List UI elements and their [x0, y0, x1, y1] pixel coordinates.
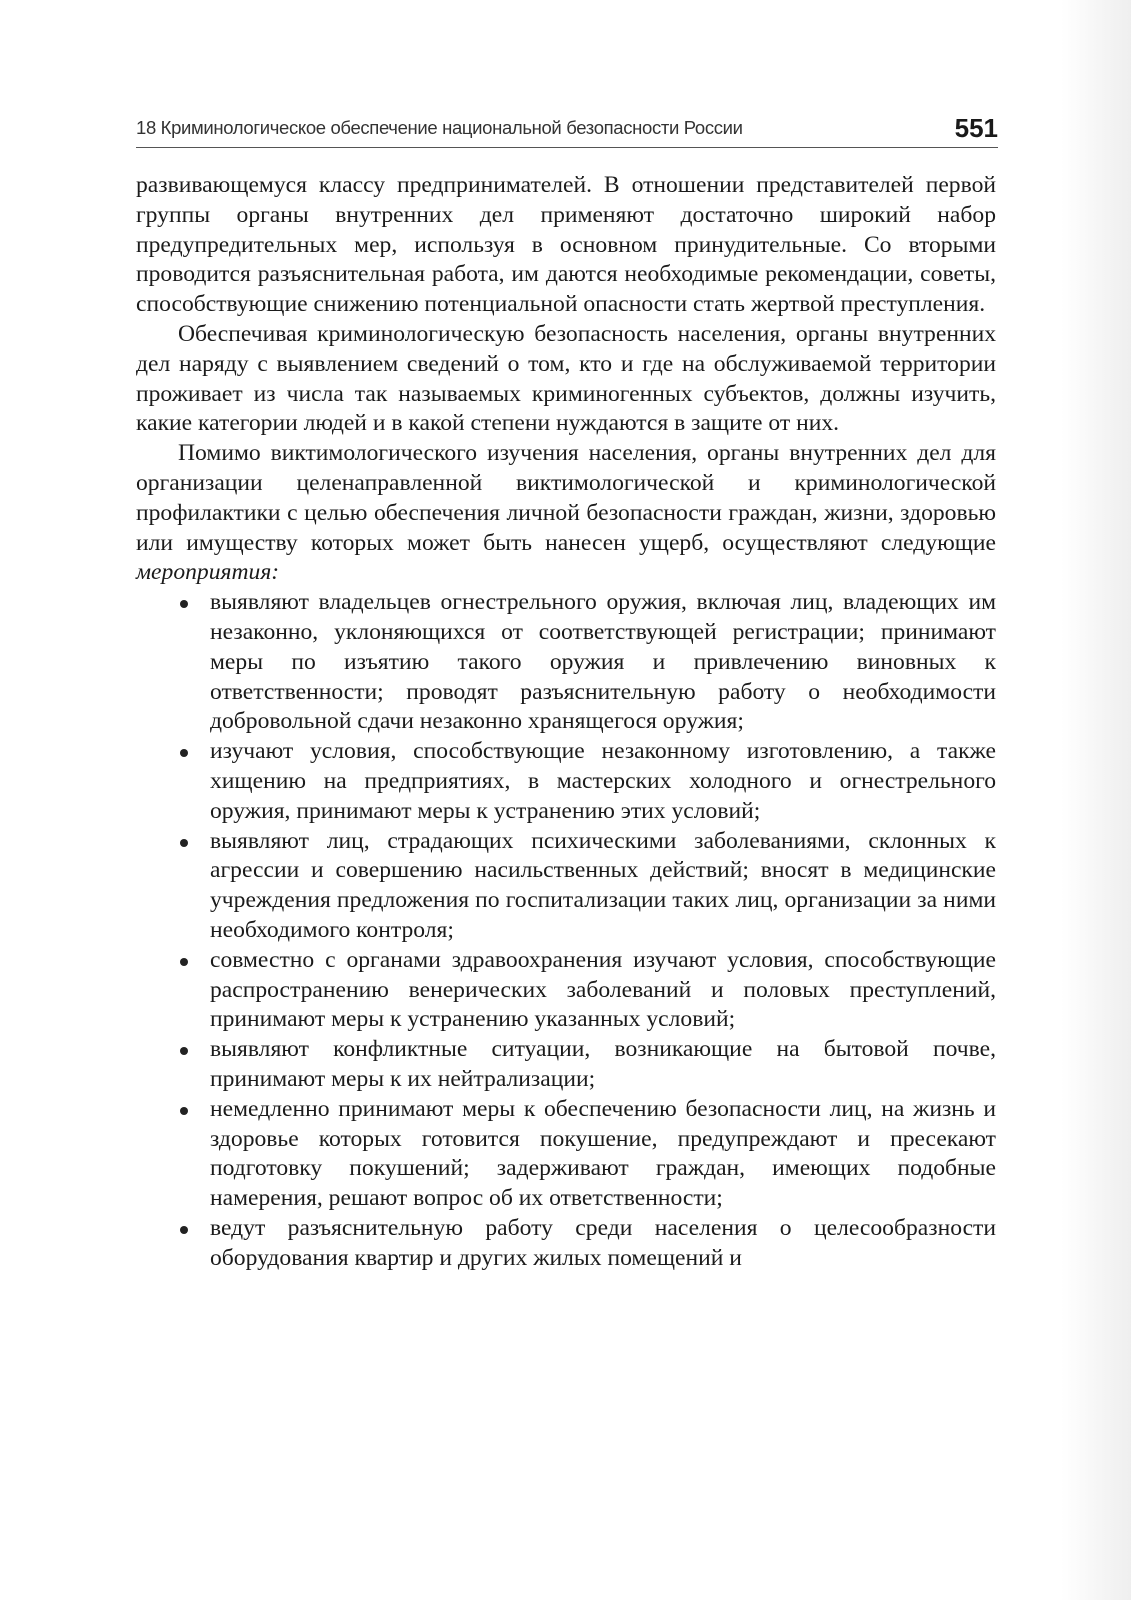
- list-item-text: выявляют лиц, страдающих психическими заболеваниями, склонных к агрессии и совершению насильственных действий; вносят в медицинские учреждения предложения по госпитализации таких лиц, организации за ними необходимого контроля;: [210, 827, 996, 943]
- page-body: [136, 171, 996, 1273]
- paragraph-list-intro: [136, 439, 996, 588]
- running-header-title: 18 Криминологическое обеспечение национальной безопасности России: [136, 117, 743, 138]
- list-item-text: совместно с органами здравоохранения изучают условия, способствующие распространению венерических заболеваний и половых преступлений, принимают меры к устранению указанных условий;: [210, 946, 996, 1033]
- paragraph-continued: развивающемуся классу предпринимателей. В отношении представителей первой группы органы внутренних дел применяют достаточно широкий набор предупредительных мер, используя в основном принудительные. Со вторыми проводится разъяснительная работа, им даются необходимые рекомендации, советы, способствующие снижению потенциальной опасности стать жертвой преступления.: [136, 172, 996, 318]
- list-item: [136, 827, 996, 946]
- list-item: [136, 1035, 996, 1095]
- paragraph: Обеспечивая криминологическую безопасность населения, органы внутренних дел наряду с выявлением сведений о том, кто и где на обслуживаемой территории проживает из числа так называемых криминогенных субъектов, должны изучить, какие категории людей и в какой степени нуждаются в защите от них.: [136, 320, 996, 437]
- list-item: [136, 1095, 996, 1214]
- page-edge-shadow: [1061, 0, 1131, 1600]
- bullet-icon: [180, 1047, 188, 1055]
- list-intro-emphasis: мероприятия:: [136, 559, 280, 586]
- bullet-icon: [180, 600, 188, 608]
- list-item-text: выявляют владельцев огнестрельного оружия, включая лиц, владеющих им незаконно, уклоняющихся от соответствующей регистрации; принимают меры по изъятию такого оружия и привлечению виновных к ответственности; проводят разъяснительную работу о необходимости добровольной сдачи незаконно хранящегося оружия;: [210, 589, 996, 735]
- list-item-text: ведут разъяснительную работу среди населения о целесообразности оборудования квартир и других жилых помещений и: [210, 1214, 996, 1271]
- bullet-icon: [180, 839, 188, 847]
- bullet-icon: [180, 749, 188, 757]
- list-item: [136, 737, 996, 826]
- list-item: [136, 588, 996, 737]
- measures-list: [136, 588, 996, 1273]
- list-item-text: изучают условия, способствующие незаконному изготовлению, а также хищению на предприятиях, в мастерских холодного и огнестрельного оружия, принимают меры к устранению этих условий;: [210, 738, 996, 824]
- list-item: [136, 1214, 996, 1274]
- list-item-text: выявляют конфликтные ситуации, возникающие на бытовой почве, принимают меры к их нейтрализации;: [210, 1036, 996, 1092]
- running-header: [136, 113, 998, 148]
- bullet-icon: [180, 1107, 188, 1115]
- page-number: 551: [954, 113, 998, 143]
- bullet-icon: [180, 1226, 188, 1234]
- bullet-icon: [180, 958, 188, 966]
- list-item: [136, 946, 996, 1035]
- list-item-text: немедленно принимают меры к обеспечению безопасности лиц, на жизнь и здоровье которых готовится покушение, предупреждают и пресекают подготовку покушений; задерживают граждан, имеющих подобные намерения, решают вопрос об их ответственности;: [210, 1095, 996, 1212]
- list-intro-text: Помимо виктимологического изучения населения, органы внутренних дел для организации целенаправленной виктимологической и криминологической профилактики с целью обеспечения личной безопасности граждан, жизни, здоровью или имуществу которых может быть нанесен ущерб, осуществляют следующие: [136, 440, 996, 556]
